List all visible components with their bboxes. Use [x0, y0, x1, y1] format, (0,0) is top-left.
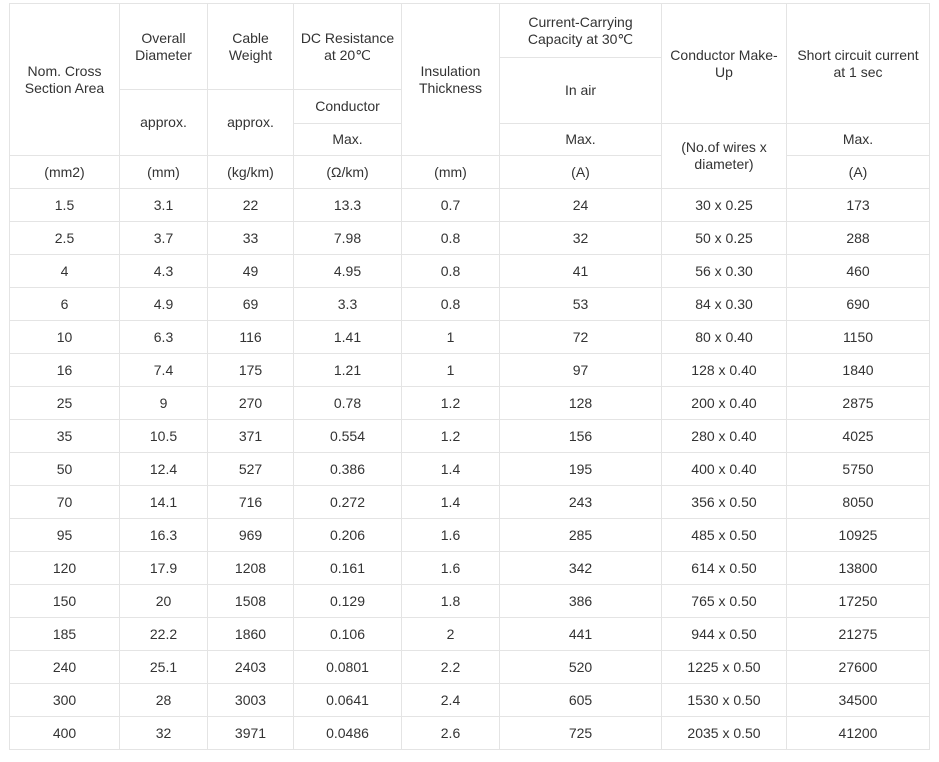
- header-max-resistance: Max.: [294, 124, 402, 156]
- unit-weight: (kg/km): [208, 156, 294, 189]
- cell-weight: 969: [208, 519, 294, 552]
- cell-capacity: 41: [500, 255, 662, 288]
- cell-makeup: 2035 x 0.50: [662, 717, 787, 750]
- cell-weight: 3971: [208, 717, 294, 750]
- table-row: [10, 486, 930, 519]
- cell-short-circuit: 13800: [787, 552, 930, 585]
- table-row: [10, 189, 930, 222]
- cell-area: 16: [10, 354, 120, 387]
- table-row: [10, 585, 930, 618]
- table-row: [10, 717, 930, 750]
- cell-short-circuit: 27600: [787, 651, 930, 684]
- header-insulation-thickness: Insulation Thickness: [402, 4, 500, 156]
- cell-weight: 270: [208, 387, 294, 420]
- cell-weight: 2403: [208, 651, 294, 684]
- cell-weight: 116: [208, 321, 294, 354]
- cell-diameter: 22.2: [120, 618, 208, 651]
- cell-insulation: 1.4: [402, 453, 500, 486]
- cell-area: 70: [10, 486, 120, 519]
- cell-makeup: 1225 x 0.50: [662, 651, 787, 684]
- cell-diameter: 4.3: [120, 255, 208, 288]
- cell-makeup: 30 x 0.25: [662, 189, 787, 222]
- unit-diameter: (mm): [120, 156, 208, 189]
- cell-capacity: 24: [500, 189, 662, 222]
- cell-area: 150: [10, 585, 120, 618]
- table-row: [10, 387, 930, 420]
- cell-makeup: 765 x 0.50: [662, 585, 787, 618]
- header-conductor: Conductor: [294, 90, 402, 124]
- cell-insulation: 2.4: [402, 684, 500, 717]
- cell-weight: 1508: [208, 585, 294, 618]
- cell-insulation: 1.6: [402, 519, 500, 552]
- header-max-capacity: Max.: [500, 124, 662, 156]
- cell-insulation: 0.8: [402, 222, 500, 255]
- cell-resistance: 0.272: [294, 486, 402, 519]
- table-row: [10, 321, 930, 354]
- header-wires-diameter: (No.of wires x diameter): [662, 124, 787, 189]
- cell-makeup: 50 x 0.25: [662, 222, 787, 255]
- cell-area: 400: [10, 717, 120, 750]
- cell-short-circuit: 2875: [787, 387, 930, 420]
- cell-capacity: 342: [500, 552, 662, 585]
- cell-short-circuit: 34500: [787, 684, 930, 717]
- cell-area: 25: [10, 387, 120, 420]
- header-conductor-makeup: Conductor Make-Up: [662, 4, 787, 124]
- cell-insulation: 0.7: [402, 189, 500, 222]
- cell-weight: 1860: [208, 618, 294, 651]
- cell-short-circuit: 41200: [787, 717, 930, 750]
- cell-resistance: 0.0641: [294, 684, 402, 717]
- cell-short-circuit: 4025: [787, 420, 930, 453]
- cell-area: 120: [10, 552, 120, 585]
- cell-resistance: 0.78: [294, 387, 402, 420]
- cell-makeup: 614 x 0.50: [662, 552, 787, 585]
- table-header: [10, 4, 930, 189]
- cell-resistance: 1.41: [294, 321, 402, 354]
- unit-capacity: (A): [500, 156, 662, 189]
- cell-resistance: 0.106: [294, 618, 402, 651]
- cell-insulation: 1.8: [402, 585, 500, 618]
- cell-area: 35: [10, 420, 120, 453]
- cell-short-circuit: 17250: [787, 585, 930, 618]
- cell-diameter: 32: [120, 717, 208, 750]
- unit-area: (mm2): [10, 156, 120, 189]
- cell-makeup: 280 x 0.40: [662, 420, 787, 453]
- table-row: [10, 651, 930, 684]
- header-current-capacity: Current-Carrying Capacity at 30℃: [500, 4, 662, 58]
- cell-insulation: 2: [402, 618, 500, 651]
- units-row: [10, 156, 930, 189]
- cell-resistance: 0.386: [294, 453, 402, 486]
- cell-short-circuit: 1840: [787, 354, 930, 387]
- cell-insulation: 2.6: [402, 717, 500, 750]
- cable-spec-table: [9, 3, 930, 750]
- cell-capacity: 128: [500, 387, 662, 420]
- cell-area: 6: [10, 288, 120, 321]
- cell-makeup: 944 x 0.50: [662, 618, 787, 651]
- header-nominal-area: Nom. Cross Section Area: [10, 4, 120, 156]
- cell-weight: 1208: [208, 552, 294, 585]
- cell-diameter: 14.1: [120, 486, 208, 519]
- cell-resistance: 0.129: [294, 585, 402, 618]
- cell-capacity: 72: [500, 321, 662, 354]
- table-row: [10, 288, 930, 321]
- table-row: [10, 420, 930, 453]
- cell-resistance: 0.206: [294, 519, 402, 552]
- cell-resistance: 3.3: [294, 288, 402, 321]
- cell-area: 95: [10, 519, 120, 552]
- cell-area: 240: [10, 651, 120, 684]
- cell-capacity: 605: [500, 684, 662, 717]
- cell-diameter: 6.3: [120, 321, 208, 354]
- cell-diameter: 7.4: [120, 354, 208, 387]
- cell-diameter: 28: [120, 684, 208, 717]
- header-cable-weight: Cable Weight: [208, 4, 294, 90]
- cell-insulation: 1: [402, 321, 500, 354]
- table-row: [10, 222, 930, 255]
- cell-resistance: 0.0801: [294, 651, 402, 684]
- cell-weight: 371: [208, 420, 294, 453]
- cell-capacity: 520: [500, 651, 662, 684]
- header-overall-diameter: Overall Diameter: [120, 4, 208, 90]
- cell-area: 10: [10, 321, 120, 354]
- header-approx-weight: approx.: [208, 90, 294, 156]
- unit-short-circuit: (A): [787, 156, 930, 189]
- table-row: [10, 255, 930, 288]
- cell-area: 50: [10, 453, 120, 486]
- cell-resistance: 0.161: [294, 552, 402, 585]
- cell-makeup: 200 x 0.40: [662, 387, 787, 420]
- cell-weight: 69: [208, 288, 294, 321]
- table-body: [10, 189, 930, 750]
- cell-capacity: 243: [500, 486, 662, 519]
- header-in-air: In air: [500, 58, 662, 124]
- cell-capacity: 195: [500, 453, 662, 486]
- cell-weight: 175: [208, 354, 294, 387]
- cell-capacity: 97: [500, 354, 662, 387]
- cell-resistance: 4.95: [294, 255, 402, 288]
- cell-insulation: 2.2: [402, 651, 500, 684]
- cell-resistance: 0.0486: [294, 717, 402, 750]
- cell-short-circuit: 173: [787, 189, 930, 222]
- table-row: [10, 618, 930, 651]
- unit-resistance: (Ω/km): [294, 156, 402, 189]
- cell-capacity: 725: [500, 717, 662, 750]
- cell-diameter: 20: [120, 585, 208, 618]
- cell-makeup: 485 x 0.50: [662, 519, 787, 552]
- cell-short-circuit: 288: [787, 222, 930, 255]
- cell-diameter: 25.1: [120, 651, 208, 684]
- header-short-circuit: Short circuit current at 1 sec: [787, 4, 930, 124]
- cell-resistance: 7.98: [294, 222, 402, 255]
- cell-makeup: 400 x 0.40: [662, 453, 787, 486]
- header-approx-diameter: approx.: [120, 90, 208, 156]
- cell-makeup: 56 x 0.30: [662, 255, 787, 288]
- cell-diameter: 16.3: [120, 519, 208, 552]
- cell-short-circuit: 1150: [787, 321, 930, 354]
- cell-short-circuit: 21275: [787, 618, 930, 651]
- table-row: [10, 684, 930, 717]
- cell-diameter: 3.7: [120, 222, 208, 255]
- cell-diameter: 17.9: [120, 552, 208, 585]
- cell-diameter: 12.4: [120, 453, 208, 486]
- cell-makeup: 1530 x 0.50: [662, 684, 787, 717]
- cell-insulation: 0.8: [402, 255, 500, 288]
- cell-short-circuit: 5750: [787, 453, 930, 486]
- cell-short-circuit: 690: [787, 288, 930, 321]
- cell-capacity: 156: [500, 420, 662, 453]
- cell-insulation: 1.2: [402, 387, 500, 420]
- cell-resistance: 1.21: [294, 354, 402, 387]
- cell-diameter: 10.5: [120, 420, 208, 453]
- cell-area: 4: [10, 255, 120, 288]
- cell-insulation: 0.8: [402, 288, 500, 321]
- cell-insulation: 1.6: [402, 552, 500, 585]
- header-max-short-circuit: Max.: [787, 124, 930, 156]
- cell-short-circuit: 460: [787, 255, 930, 288]
- cell-capacity: 53: [500, 288, 662, 321]
- cell-capacity: 285: [500, 519, 662, 552]
- cell-area: 185: [10, 618, 120, 651]
- cell-capacity: 441: [500, 618, 662, 651]
- cell-capacity: 386: [500, 585, 662, 618]
- cell-makeup: 356 x 0.50: [662, 486, 787, 519]
- cell-weight: 3003: [208, 684, 294, 717]
- cell-short-circuit: 8050: [787, 486, 930, 519]
- cell-insulation: 1.4: [402, 486, 500, 519]
- cell-makeup: 128 x 0.40: [662, 354, 787, 387]
- cell-weight: 527: [208, 453, 294, 486]
- cell-makeup: 80 x 0.40: [662, 321, 787, 354]
- cell-short-circuit: 10925: [787, 519, 930, 552]
- cell-area: 300: [10, 684, 120, 717]
- cell-diameter: 4.9: [120, 288, 208, 321]
- cell-resistance: 13.3: [294, 189, 402, 222]
- cell-diameter: 3.1: [120, 189, 208, 222]
- cell-makeup: 84 x 0.30: [662, 288, 787, 321]
- unit-insulation: (mm): [402, 156, 500, 189]
- header-dc-resistance: DC Resistance at 20℃: [294, 4, 402, 90]
- cell-weight: 33: [208, 222, 294, 255]
- table-row: [10, 354, 930, 387]
- table-row: [10, 552, 930, 585]
- cell-resistance: 0.554: [294, 420, 402, 453]
- cell-capacity: 32: [500, 222, 662, 255]
- cell-weight: 49: [208, 255, 294, 288]
- cell-area: 2.5: [10, 222, 120, 255]
- table-row: [10, 453, 930, 486]
- cell-weight: 716: [208, 486, 294, 519]
- cell-insulation: 1: [402, 354, 500, 387]
- cell-insulation: 1.2: [402, 420, 500, 453]
- cell-weight: 22: [208, 189, 294, 222]
- table-row: [10, 519, 930, 552]
- cell-area: 1.5: [10, 189, 120, 222]
- cell-diameter: 9: [120, 387, 208, 420]
